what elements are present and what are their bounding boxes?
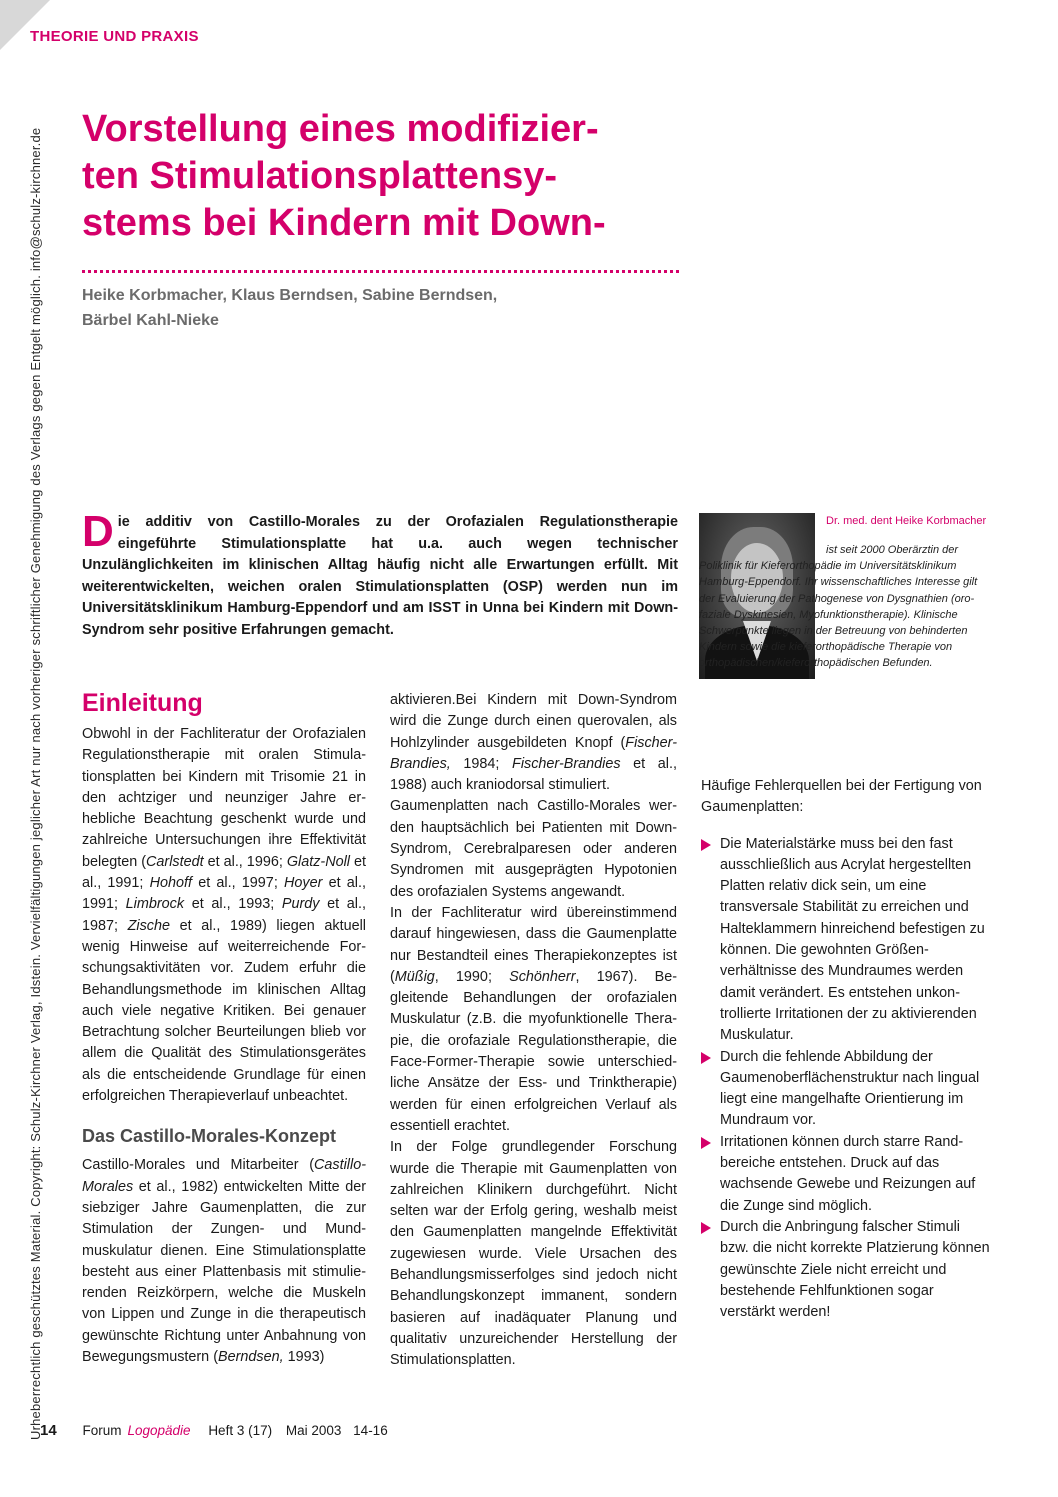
column-2 xyxy=(390,690,677,1372)
arrow-bullet-icon xyxy=(701,1052,711,1064)
bio-text: ist seit 2000 Oberärztin der Poliklinik für Kieferorthopädie im Universitätsklinikum Hamburg-Eppendorf. Ihr wissenschaftliches Interesse gilt der Evaluierung der Pathogenese von Dysgnathien (oro-faziale Dyskinesien, Myofunktionstherapie). Klinische Schwerpunkte liegen in der Betreuung von behinderten Kindern sowie die kieferorthopädische Therapie von orthopädischen/kieferorthopädischen Befunden. xyxy=(699,544,978,670)
authors-line: Heike Korbmacher, Klaus Berndsen, Sabine Berndsen, xyxy=(82,287,498,304)
authors-line: Bärbel Kahl-Nieke xyxy=(82,312,219,329)
abstract-text: ie additiv von Castillo-Morales zu der Orofazialen Regulationstherapie eingeführte Stimulationsplatte hat u.a. auch wegen technischer Unzulänglichkeiten im klinischen Alltag häufig nicht alle Erwartungen erfüllt. Mit weiterentwickelten, weichen oralen Stimulationsplatten (OSP) werden nun im Universitätsklinikum Hamburg-Eppendorf und am ISST in Unna bei Kindern mit Down-Syndrom sehr positive Erfahrungen gemacht. xyxy=(82,514,678,638)
bio-author-name: Dr. med. dent Heike Korbmacher xyxy=(826,515,987,527)
title-line: Vorstellung eines modifizier- xyxy=(82,108,599,150)
title-line: ten Stimulationsplattensy- xyxy=(82,155,558,197)
error-source-list xyxy=(701,834,991,1324)
paragraph: In der Folge grundlegender Forschung wurde die Therapie mit Gaumenplatten von zahlreichen Klinikern durchgeführt. Nicht selten war der Erfolg gering, weshalb meist den Gaumenplatten mangelnde Effektivität zugewiesen wurde. Viele Ursachen des Behandlungsmisserfolges sind jedoch nicht Behandlungskonzept immanent, sondern basieren auf inadäquater Planung und qualitativ unzureichender Herstellung der Stimulationsplatten. xyxy=(390,1139,677,1369)
issue-number: Heft 3 (17) xyxy=(208,1423,273,1438)
arrow-bullet-icon xyxy=(701,1222,711,1234)
paragraph: Gaumenplatten nach Castillo-Morales werden hauptsächlich bei Patienten mit Down-Syndrom, Cerebralparesen oder anderen Syndromen mit ausgeprägten Hypotonien des orofazialen Systems angewandt. xyxy=(390,798,677,900)
page-footer xyxy=(40,1422,394,1439)
paragraph: In der Fachliteratur wird übereinstimmend darauf hingewiesen, dass die Gaumenplatte nur Bestandteil eines Therapiekonzeptes ist (Müßig, 1990; Schönherr, 1967). Begleitende Behandlungen der orofazialen Muskulatur (z.B. die myofunktionelle Therapie, die orofaziale Regulationstherapie, die Face-Former-Therapie sowie unterschiedliche Ansätze der Ess- und Trinktherapie) werden für einen erfolgreichen Verlauf als essentiell erachtet. xyxy=(390,904,677,1134)
page-range: 14-16 xyxy=(353,1423,388,1438)
arrow-bullet-icon xyxy=(701,1137,711,1149)
arrow-bullet-icon xyxy=(701,839,711,851)
list-item: Irritationen können durch starre Randbereiche entstehen. Druck auf das wachsende Gewebe und Reizungen auf die Zunge sind möglich. xyxy=(701,1132,991,1217)
drop-cap: D xyxy=(82,507,114,556)
list-item: Durch die Anbringung falscher Stimuli bzw. die nicht korrekte Platzierung können gewünschte Ziele nicht erreicht und bestehende Fehlfunktionen sogar verstärkt werden! xyxy=(701,1217,991,1323)
copyright-notice: Urheberrechtlich geschütztes Material. Copyright: Schulz-Kirchner Verlag, Idstein. Vervielfältigungen jeglicher Art nur nach vorheriger schriftlicher Genehmigung des Verlags gegen Entgelt möglich. info@schulz-kirchner.de xyxy=(28,127,43,1440)
journal-forum: Forum xyxy=(82,1423,122,1438)
issue-date: Mai 2003 xyxy=(285,1423,342,1438)
section-label: THEORIE UND PRAXIS xyxy=(30,28,199,45)
journal-brand: Logopädie xyxy=(127,1423,191,1438)
abstract xyxy=(82,507,678,642)
author-list xyxy=(82,283,682,333)
paragraph: Obwohl in der Fachliteratur der Orofazialen Regulationstherapie mit oralen Stimulationsplatten bei Kindern mit Trisomie 21 in den achtziger und neunziger Jahre erhebliche Beachtung geschenkt wurde und zahlreiche Untersuchungen ihre Effektivität belegten (Carlstedt et al., 1996; Glatz-Noll et al., 1991; Hohoff et al., 1997; Hoyer et al., 1991; Limbrock et al., 1993; Purdy et al., 1987; Zische et al., 1989) liegen aktuell wenig Hinweise auf weiterreichende Forschungsaktivitäten vor. Zudem erfuhr die Behandlungsmethode im klinischen Alltag auch viele negative Kritiken. Bei genauer Betrachtung solcher Beurteilungen blieb vor allem die Qualität des Stimulationsgerätes als die entscheidende Grundlage für einen erfolgreichen Therapieverlauf unbeachtet. xyxy=(82,726,367,1105)
paragraph: Castillo-Morales und Mitarbeiter (Castillo-Morales et al., 1982) entwickelten Mitte der siebziger Jahre Gaumenplatten, die zur Stimulation der Zungen- und Mundmuskulatur dienen. Eine Stimulationsplatte besteht aus einer Plattenbasis mit stimulierenden Reizkörpern, welche die Muskeln von Lippen und Zunge in die therapeutisch gewünschte Richtung unter Anbahnung von Bewegungsmustern (Berndsen, 1993) xyxy=(82,1157,366,1366)
heading-einleitung: Einleitung xyxy=(82,689,203,717)
dotted-divider xyxy=(82,270,679,273)
column-1 xyxy=(82,688,366,1368)
list-item: Durch die fehlende Abbildung der Gaumenoberflächenstruktur nach lingual liegt eine mangelhafte Orientierung im Mundraum vor. xyxy=(701,1047,991,1132)
list-intro: Häufige Fehlerquellen bei der Fertigung von Gaumenplatten: xyxy=(701,778,982,816)
list-item: Die Materialstärke muss bei den fast ausschließlich aus Acrylat hergestellten Platten relativ dick sein, um eine transversale Stabilität zu erreichen und Halteklammern hinreichend befestigen zu können. Die gewohnten Größenverhältnisse des Mundraumes werden damit verändert. Es entstehen unkontrollierte Irritationen der zu aktivierenden Muskulatur. xyxy=(701,834,991,1047)
page-number: 14 xyxy=(40,1422,57,1439)
title-line: stems bei Kindern mit Down- xyxy=(82,202,606,244)
article-title xyxy=(82,106,682,247)
column-3 xyxy=(701,776,991,1323)
heading-castillo-morales-konzept: Das Castillo-Morales-Konzept xyxy=(82,1126,337,1147)
paragraph: aktivieren.Bei Kindern mit Down-Syndrom wird die Zunge durch einen querovalen, als Hohlzylinder ausgebildeten Knopf (Fischer-Brandies, 1984; Fischer-Brandies et al., 1988) auch kraniodorsal stimuliert. xyxy=(390,692,677,794)
